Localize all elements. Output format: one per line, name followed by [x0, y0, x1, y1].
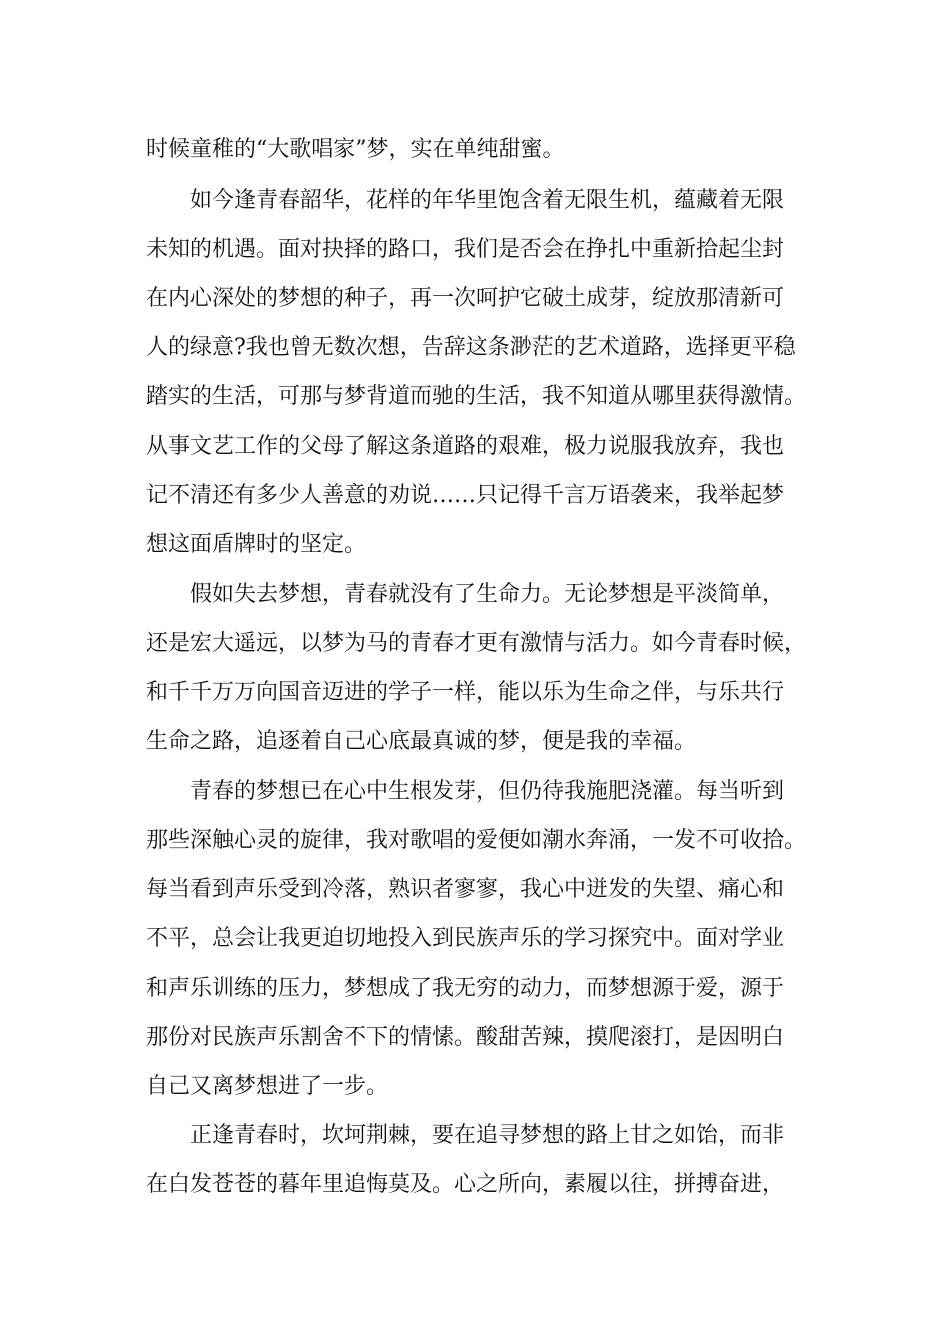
text-line: 踏实的生活，可那与梦背道而驰的生活，我不知道从哪里获得激情。	[146, 384, 807, 409]
paragraph-first-line: 如今逢青春韶华，花样的年华里饱含着无限生机，蕴藏着无限	[190, 188, 785, 213]
text-line: 那份对民族声乐割舍不下的情愫。酸甜苦辣，摸爬滚打，是因明白	[146, 1025, 785, 1050]
text-line: 不平，总会让我更迫切地投入到民族声乐的学习探究中。面对学业	[146, 926, 785, 951]
text-line: 未知的机遇。面对抉择的路口，我们是否会在挣扎中重新拾起尘封	[146, 237, 785, 262]
text-line: 记不清还有多少人善意的劝说……只记得千言万语袭来，我举起梦	[146, 483, 785, 508]
text-line: 自己又离梦想进了一步。	[146, 1074, 389, 1099]
paragraph-first-line: 青春的梦想已在心中生根发芽，但仍待我施肥浇灌。每当听到	[190, 779, 785, 804]
text-line: 在内心深处的梦想的种子，再一次呵护它破土成芽，绽放那清新可	[146, 286, 785, 311]
text-line: 人的绿意?我也曾无数次想，告辞这条渺茫的艺术道路，选择更平稳	[146, 335, 796, 360]
paragraph-first-line: 正逢青春时，坎坷荆棘，要在追寻梦想的路上甘之如饴，而非	[190, 1123, 785, 1148]
text-line: 生命之路，追逐着自己心底最真诚的梦，便是我的幸福。	[146, 729, 697, 754]
text-line: 那些深触心灵的旋律，我对歌唱的爱便如潮水奔涌，一发不可收拾。	[146, 828, 807, 853]
paragraph-first-line: 假如失去梦想，青春就没有了生命力。无论梦想是平淡简单，	[190, 582, 785, 607]
text-line: 每当看到声乐受到冷落，熟识者寥寥，我心中迸发的失望、痛心和	[146, 877, 785, 902]
text-line: 和千千万万向国音迈进的学子一样，能以乐为生命之伴，与乐共行	[146, 680, 785, 705]
text-line: 想这面盾牌时的坚定。	[146, 532, 367, 557]
text-line: 从事文艺工作的父母了解这条道路的艰难，极力说服我放弃，我也	[146, 434, 785, 459]
text-line: 在白发苍苍的暮年里追悔莫及。心之所向，素履以往，拼搏奋进，	[146, 1172, 785, 1197]
text-line: 时候童稚的“大歌唱家”梦，实在单纯甜蜜。	[146, 137, 565, 162]
text-line: 和声乐训练的压力，梦想成了我无穷的动力，而梦想源于爱，源于	[146, 976, 785, 1001]
text-line: 还是宏大遥远，以梦为马的青春才更有激情与活力。如今青春时候，	[146, 631, 807, 656]
